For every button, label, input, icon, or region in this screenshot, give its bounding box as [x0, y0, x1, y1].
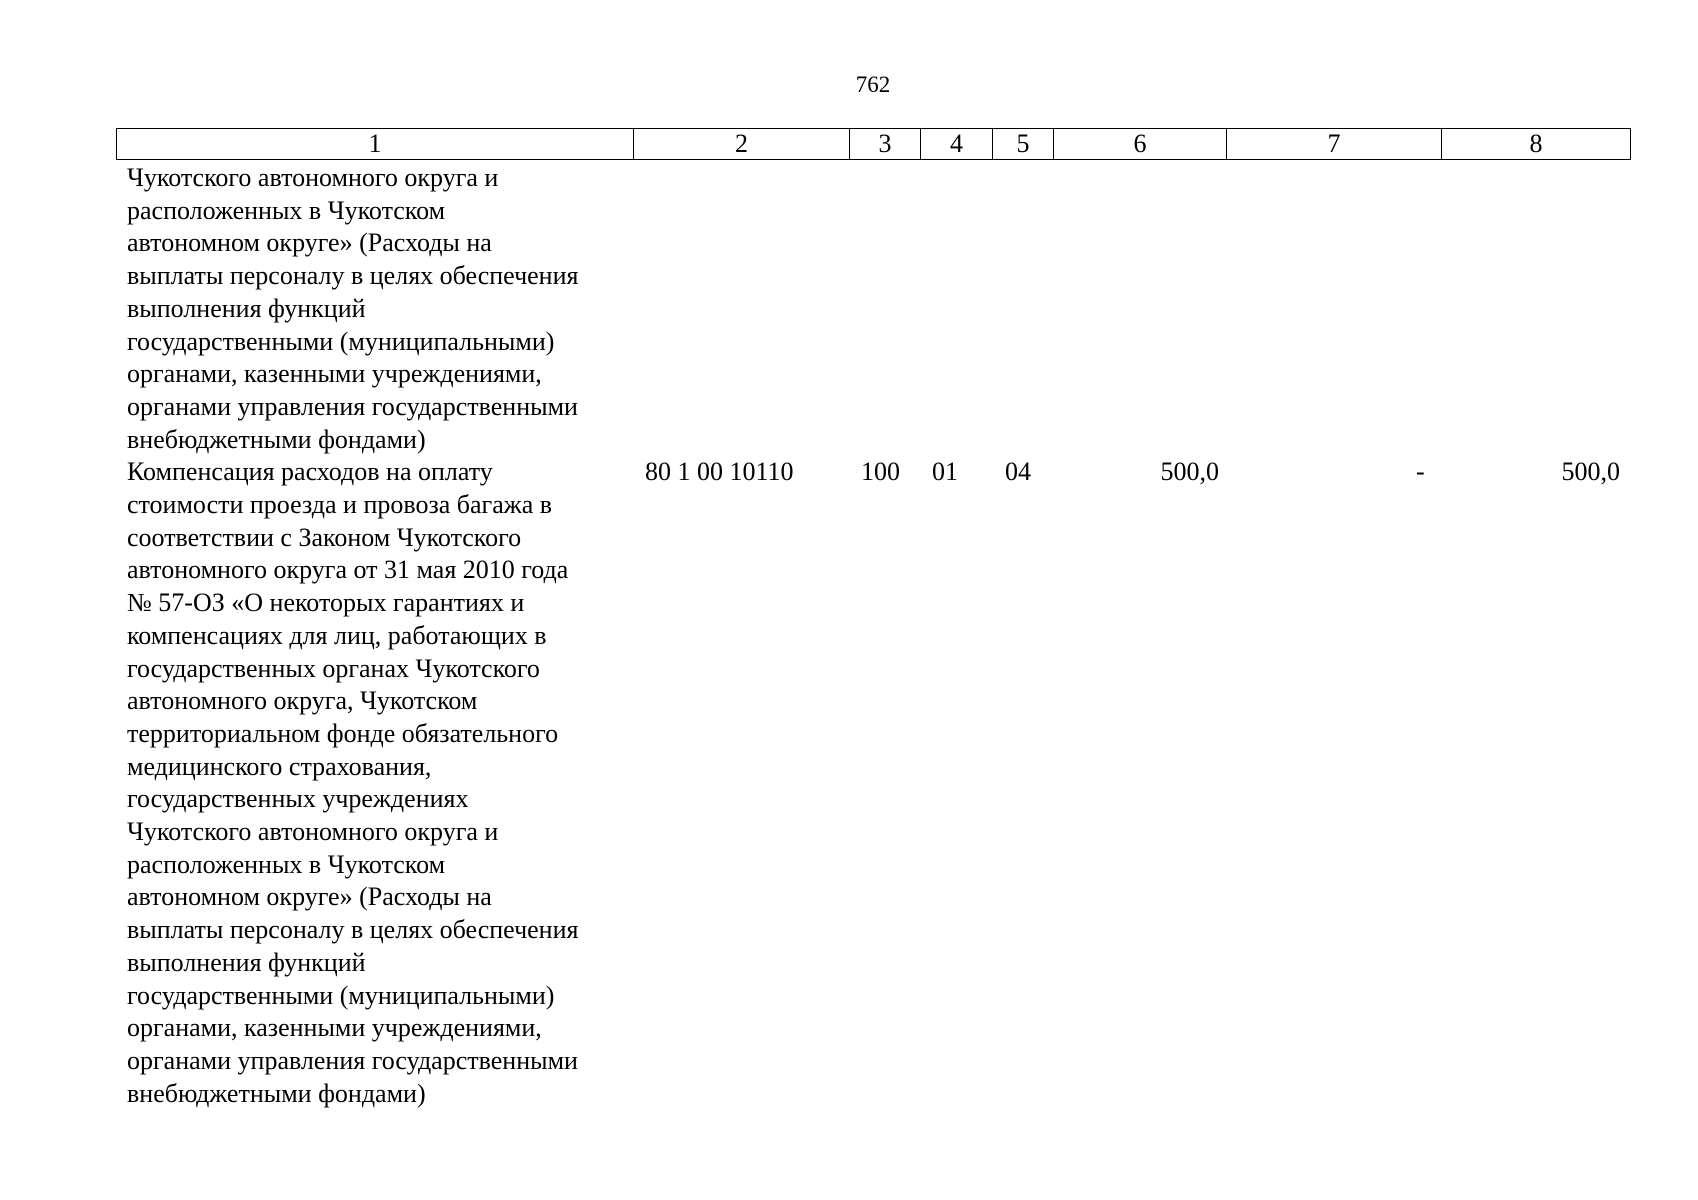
header-col-8: 8 [1442, 129, 1631, 160]
header-col-6: 6 [1054, 129, 1227, 160]
row-amount-col7: - [1416, 457, 1425, 487]
row-amount-col6: 500,0 [1160, 457, 1219, 487]
table-row [116, 456, 1632, 1110]
header-col-5: 5 [993, 129, 1054, 160]
header-col-2: 2 [634, 129, 850, 160]
row-expense-type: 100 [861, 457, 900, 487]
row-amount-col8: 500,0 [1561, 457, 1620, 487]
row-description: Компенсация расходов на оплату стоимости проезда и провоза багажа в соответствии с Законом Чукотского автономного округа от 31 мая 2010 года № 57-ОЗ «О некоторых гарантиях и компенсациях для лиц, работающих в государственных органах Чукотского автономного округа, Чукотском территориальном фонде обязательного медицинского страхования, государственных учреждениях Чукотского автономного округа и расположенных в Чукотском автономном округе» (Расходы на выплаты персоналу в целях обеспечения выполнения функций государственными (муниципальными) органами, казенными учреждениями, органами управления государственными внебюджетными фондами) [127, 457, 579, 1108]
header-col-4: 4 [921, 129, 993, 160]
row-section: 01 [932, 457, 958, 487]
column-number-header [116, 128, 1631, 160]
header-col-1: 1 [117, 129, 634, 160]
header-col-3: 3 [850, 129, 921, 160]
row-program-code: 80 1 00 10110 [645, 457, 794, 487]
row-description: Чукотского автономного округа и расположенных в Чукотском автономном округе» (Расходы на выплаты персоналу в целях обеспечения выполнения функций государственными (муниципальными) органами, казенными учреждениями, органами управления государственными внебюджетными фондами) [127, 163, 579, 454]
page-number: 762 [855, 72, 891, 97]
header-row [117, 129, 1631, 160]
row-subsection: 04 [1005, 457, 1031, 487]
table-row [116, 162, 1632, 456]
table-body [116, 162, 1632, 1110]
header-col-7: 7 [1227, 129, 1442, 160]
